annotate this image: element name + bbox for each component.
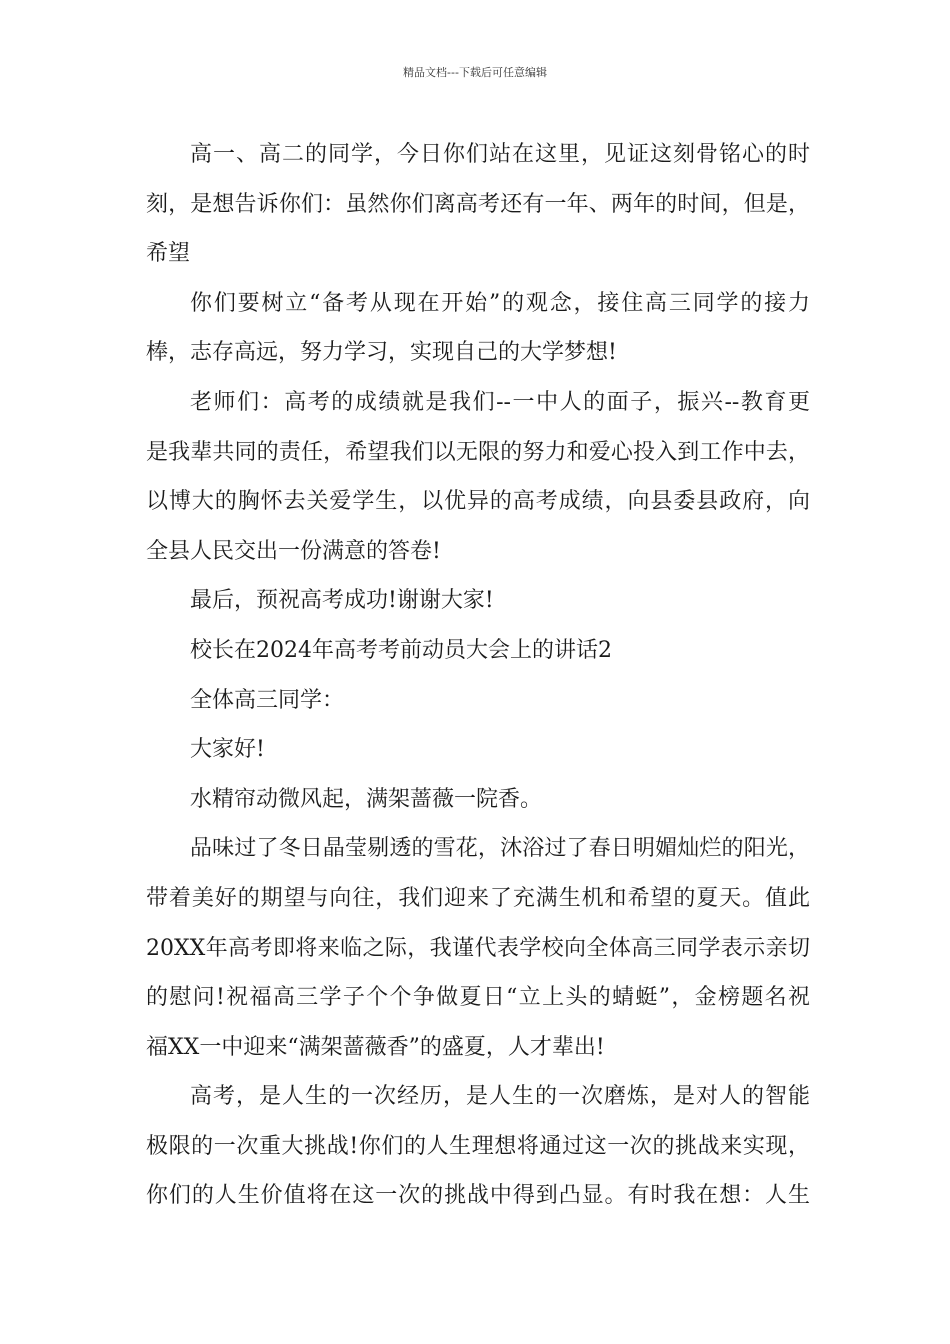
paragraph-line: 最后，预祝高考成功!谢谢大家! (190, 588, 494, 614)
paragraph-line: 高考，是人生的一次经历，是人生的一次磨炼，是对人的智能 (190, 1084, 810, 1110)
paragraph-line: 以博大的胸怀去关爱学生，以优异的高考成绩，向县委县政府，向 (146, 489, 810, 515)
paragraph-line: 品味过了冬日晶莹剔透的雪花，沐浴过了春日明媚灿烂的阳光， (190, 836, 810, 862)
paragraph-line: 全县人民交出一份满意的答卷! (146, 538, 441, 564)
paragraph-line: 棒，志存高远，努力学习，实现自己的大学梦想! (146, 340, 617, 366)
page-header: 精品文档---下载后可任意编辑 (403, 66, 547, 79)
paragraph-line: 20XX年高考即将来临之际，我谨代表学校向全体高三同学表示亲切 (146, 935, 810, 961)
paragraph-line: 带着美好的期望与向往，我们迎来了充满生机和希望的夏天。值此 (146, 885, 810, 911)
paragraph-line: 极限的一次重大挑战!你们的人生理想将通过这一次的挑战来实现， (146, 1133, 810, 1159)
paragraph (146, 824, 810, 1072)
paragraph-line: 刻，是想告诉你们：虽然你们离高考还有一年、两年的时间，但是， (146, 191, 810, 217)
paragraph-line: 希望 (146, 241, 191, 267)
paragraph (146, 626, 810, 676)
paragraph-line: 全体高三同学： (190, 687, 345, 713)
paragraph (146, 576, 810, 626)
paragraph-line: 校长在2024年高考考前动员大会上的讲话2 (190, 637, 612, 663)
paragraph-line: 的慰问!祝福高三学子个个争做夏日“立上头的蜻蜓”，金榜题名祝 (146, 985, 810, 1011)
paragraph (146, 1072, 810, 1221)
paragraph-line: 福XX一中迎来“满架蔷薇香”的盛夏，人才辈出! (146, 1034, 605, 1060)
paragraph (146, 676, 810, 726)
paragraph-line: 水精帘动微风起，满架蔷薇一院香。 (190, 786, 543, 812)
paragraph (146, 725, 810, 775)
paragraph-line: 大家好! (190, 737, 265, 763)
paragraph-line: 是我辈共同的责任，希望我们以无限的努力和爱心投入到工作中去， (146, 439, 810, 465)
paragraph-line: 你们要树立“备考从现在开始”的观念，接住高三同学的接力 (190, 290, 810, 316)
paragraph-line: 老师们：高考的成绩就是我们--一中人的面子，振兴--教育更 (190, 389, 810, 415)
paragraph (146, 130, 810, 279)
paragraph (146, 378, 810, 576)
paragraph (146, 775, 810, 825)
paragraph-line: 高一、高二的同学，今日你们站在这里，见证这刻骨铭心的时 (190, 142, 810, 167)
document-body (146, 130, 810, 1221)
paragraph (146, 279, 810, 378)
paragraph-line: 你们的人生价值将在这一次的挑战中得到凸显。有时我在想：人生 (146, 1183, 810, 1209)
